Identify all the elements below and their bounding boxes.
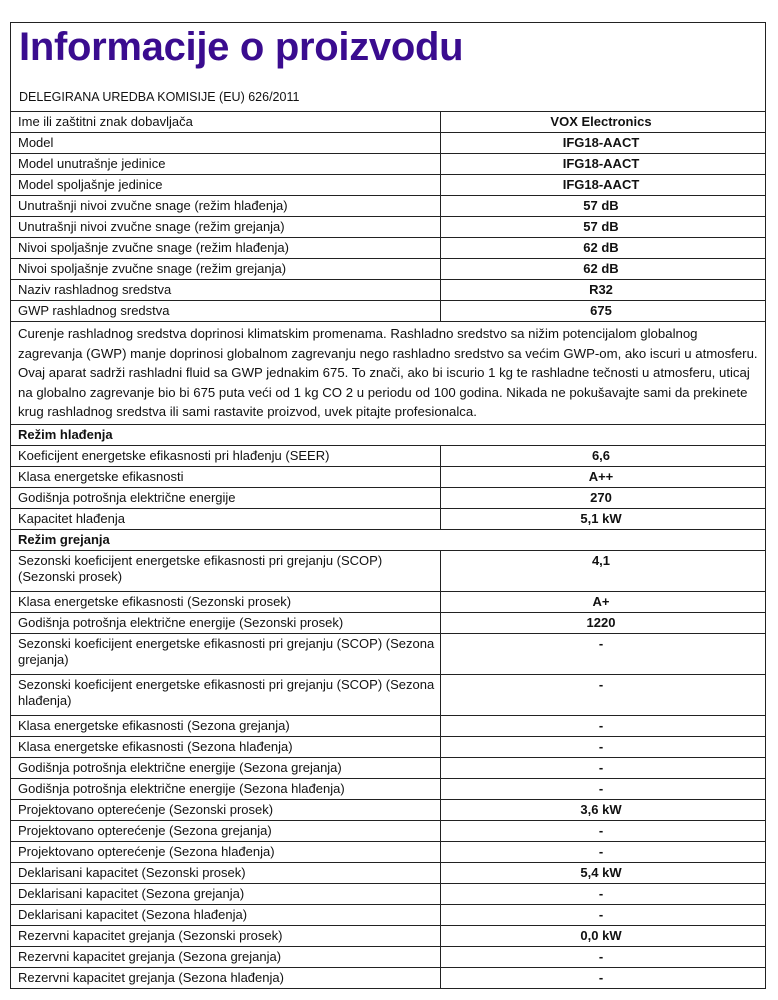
row-value: 62 dB — [441, 259, 766, 280]
table-row — [11, 217, 765, 238]
row-value: 0,0 kW — [441, 925, 766, 946]
row-value: - — [441, 904, 766, 925]
row-label: Nivoi spoljašnje zvučne snage (režim grejanja) — [11, 259, 441, 280]
table-row — [11, 841, 765, 862]
page-title: Informacije o proizvodu — [19, 25, 464, 69]
table-row — [11, 757, 765, 778]
row-value: - — [441, 778, 766, 799]
row-label: Godišnja potrošnja električne energije (Sezona hlađenja) — [11, 778, 441, 799]
row-label: Model — [11, 133, 441, 154]
table-row — [11, 259, 765, 280]
row-value: 3,6 kW — [441, 799, 766, 820]
row-label: Klasa energetske efikasnosti (Sezona hlađenja) — [11, 736, 441, 757]
section-heading-cooling-row — [11, 424, 765, 445]
row-label: Deklarisani kapacitet (Sezona grejanja) — [11, 883, 441, 904]
row-label: Kapacitet hlađenja — [11, 508, 441, 529]
row-value: - — [441, 633, 766, 674]
row-value: 5,1 kW — [441, 508, 766, 529]
row-value: R32 — [441, 280, 766, 301]
row-label: Model unutrašnje jedinice — [11, 154, 441, 175]
row-label: Ime ili zaštitni znak dobavljača — [11, 112, 441, 133]
row-value: 6,6 — [441, 445, 766, 466]
table-row — [11, 925, 765, 946]
row-label: Projektovano opterećenje (Sezona grejanja) — [11, 820, 441, 841]
table-row — [11, 799, 765, 820]
row-label: Klasa energetske efikasnosti (Sezona grejanja) — [11, 715, 441, 736]
table-row — [11, 778, 765, 799]
refrigerant-note-row — [11, 322, 765, 425]
row-label: Projektovano opterećenje (Sezona hlađenja) — [11, 841, 441, 862]
table-row — [11, 820, 765, 841]
row-value: 675 — [441, 301, 766, 322]
row-label: Rezervni kapacitet grejanja (Sezona hlađenja) — [11, 967, 441, 988]
row-label: Koeficijent energetske efikasnosti pri hlađenju (SEER) — [11, 445, 441, 466]
row-value: - — [441, 736, 766, 757]
row-label: Deklarisani kapacitet (Sezonski prosek) — [11, 862, 441, 883]
row-value: IFG18-AACT — [441, 175, 766, 196]
section-heading-cooling: Režim hlađenja — [11, 424, 765, 445]
row-value: IFG18-AACT — [441, 133, 766, 154]
table-row — [11, 487, 765, 508]
table-row — [11, 550, 765, 591]
row-label: Sezonski koeficijent energetske efikasnosti pri grejanju (SCOP) (Sezona grejanja) — [11, 633, 441, 674]
row-value: - — [441, 674, 766, 715]
row-label: Godišnja potrošnja električne energije (Sezonski prosek) — [11, 612, 441, 633]
row-label: Unutrašnji nivoi zvučne snage (režim hlađenja) — [11, 196, 441, 217]
row-value: 57 dB — [441, 196, 766, 217]
regulation-subtitle: DELEGIRANA UREDBA KOMISIJE (EU) 626/2011 — [19, 90, 300, 104]
table-row — [11, 238, 765, 259]
row-label: Nivoi spoljašnje zvučne snage (režim hlađenja) — [11, 238, 441, 259]
table-row — [11, 591, 765, 612]
product-info-table — [11, 111, 765, 988]
section-heading-heating-row — [11, 529, 765, 550]
row-value: - — [441, 841, 766, 862]
row-value: 270 — [441, 487, 766, 508]
table-row — [11, 883, 765, 904]
table-row — [11, 946, 765, 967]
row-value: 4,1 — [441, 550, 766, 591]
row-value: - — [441, 946, 766, 967]
table-row — [11, 301, 765, 322]
row-label: Rezervni kapacitet grejanja (Sezonski prosek) — [11, 925, 441, 946]
table-row — [11, 862, 765, 883]
table-row — [11, 175, 765, 196]
row-value: IFG18-AACT — [441, 154, 766, 175]
row-label: Unutrašnji nivoi zvučne snage (režim grejanja) — [11, 217, 441, 238]
row-value: VOX Electronics — [441, 112, 766, 133]
row-label: Deklarisani kapacitet (Sezona hlađenja) — [11, 904, 441, 925]
table-row — [11, 445, 765, 466]
table-row — [11, 466, 765, 487]
table-row — [11, 736, 765, 757]
table-row — [11, 280, 765, 301]
row-label: Rezervni kapacitet grejanja (Sezona grejanja) — [11, 946, 441, 967]
row-label: Naziv rashladnog sredstva — [11, 280, 441, 301]
table-row — [11, 508, 765, 529]
row-label: Model spoljašnje jedinice — [11, 175, 441, 196]
row-value: - — [441, 883, 766, 904]
row-value: A+ — [441, 591, 766, 612]
table-row — [11, 904, 765, 925]
row-value: - — [441, 967, 766, 988]
table-row — [11, 967, 765, 988]
table-row — [11, 633, 765, 674]
table-row — [11, 612, 765, 633]
section-heading-heating: Režim grejanja — [11, 529, 765, 550]
row-label: Sezonski koeficijent energetske efikasnosti pri grejanju (SCOP) (Sezonski prosek) — [11, 550, 441, 591]
product-info-sheet — [10, 22, 766, 989]
table-row — [11, 154, 765, 175]
table-row — [11, 674, 765, 715]
row-label: Godišnja potrošnja električne energije (Sezona grejanja) — [11, 757, 441, 778]
row-value: 5,4 kW — [441, 862, 766, 883]
row-label: Sezonski koeficijent energetske efikasnosti pri grejanju (SCOP) (Sezona hlađenja) — [11, 674, 441, 715]
table-row — [11, 133, 765, 154]
table-row — [11, 715, 765, 736]
row-value: - — [441, 715, 766, 736]
row-label: GWP rashladnog sredstva — [11, 301, 441, 322]
row-value: 1220 — [441, 612, 766, 633]
row-label: Projektovano opterećenje (Sezonski prosek) — [11, 799, 441, 820]
table-row — [11, 196, 765, 217]
row-label: Godišnja potrošnja električne energije — [11, 487, 441, 508]
row-value: 57 dB — [441, 217, 766, 238]
table-body — [11, 112, 765, 988]
table-row — [11, 112, 765, 133]
row-value: A++ — [441, 466, 766, 487]
refrigerant-note: Curenje rashladnog sredstva doprinosi klimatskim promenama. Rashladno sredstvo sa nižim potencijalom globalnog zagrevanja (GWP) manje doprinosi globalnom zagrevanju nego rashladno sredstvo sa većim GWP-om, ako iscuri u atmosferu. Ovaj aparat sadrži rashladni fluid sa GWP jednakim 675. To znači, ako bi iscurio 1 kg te rashladne tečnosti u atmosferu, uticaj na globalno zagrevanje bio bi 675 puta veći od 1 kg CO 2 u periodu od 100 godina. Nikada ne pokušavajte sami da prekinete krug rashladnog sredstva ili sami rastavite proizvod, uvek pitajte profesionalca. — [11, 322, 765, 425]
row-value: - — [441, 820, 766, 841]
row-value: 62 dB — [441, 238, 766, 259]
row-label: Klasa energetske efikasnosti (Sezonski prosek) — [11, 591, 441, 612]
row-label: Klasa energetske efikasnosti — [11, 466, 441, 487]
row-value: - — [441, 757, 766, 778]
